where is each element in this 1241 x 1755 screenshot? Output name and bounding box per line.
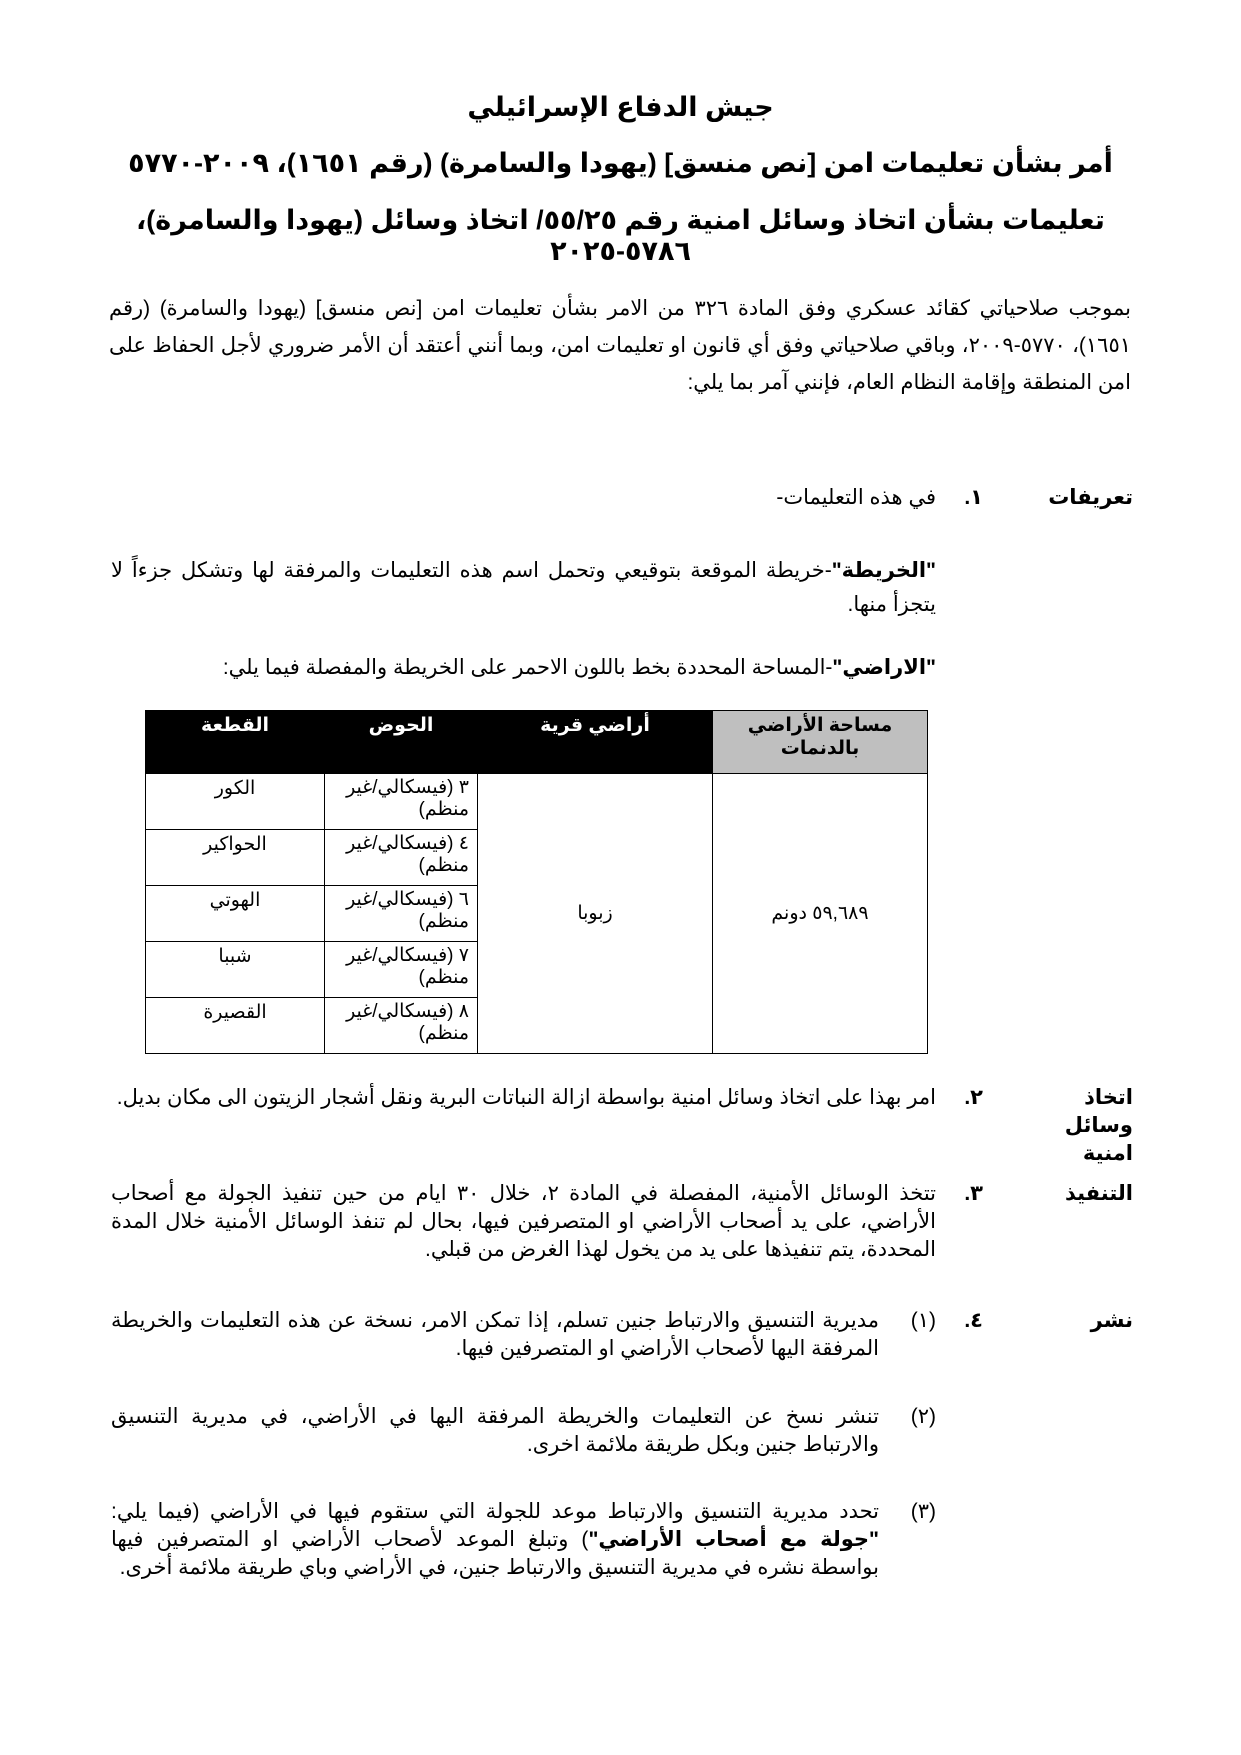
table-row xyxy=(146,774,928,830)
definition-map-text: -خريطة الموقعة بتوقيعي وتحمل اسم هذه التعليمات والمرفقة لها وتشكل جزءاً لا يتجزأ منها. xyxy=(111,559,936,616)
document-title: جيش الدفاع الإسرائيلي xyxy=(467,92,774,122)
section-4-item-3-number: (٣) xyxy=(910,1500,936,1523)
section-1-heading: تعريفات xyxy=(1048,486,1133,509)
instructions-title: تعليمات بشأن اتخاذ وسائل امنية رقم ٥٥/٢٥/ اتخاذ وسائل (يهودا والسامرة)، ٥٧٨٦-٢٠٢٥ xyxy=(136,205,1105,266)
section-4-number: ٤. xyxy=(964,1309,983,1332)
order-title: أمر بشأن تعليمات امن [نص منسق] (يهودا والسامرة) (رقم ١٦٥١)، ٢٠٠٩-٥٧٧٠ xyxy=(128,148,1113,178)
section-1-number: ١. xyxy=(964,486,983,509)
cell-parcel: الهوتي xyxy=(146,886,325,942)
item-3-text-after: ) وتبلغ الموعد لأصحاب الأراضي او المتصرفين فيها بواسطة نشره في مديرية التنسيق والارتباط جنين، في الأراضي وباي طريقة ملائمة أخرى. xyxy=(111,1528,879,1579)
item-3-text-before: تحدد مديرية التنسيق والارتباط موعد للجولة التي ستقوم فيها في الأراضي (فيما يلي: xyxy=(111,1500,879,1523)
section-4-item-2-text: تنشر نسخ عن التعليمات والخريطة المرفقة اليها في الأراضي، في مديرية التنسيق والارتباط جنين وبكل طريقة ملائمة اخرى. xyxy=(111,1405,879,1456)
header-basin: الحوض xyxy=(325,711,478,774)
section-3-heading: التنفيذ xyxy=(1064,1182,1133,1205)
section-4-item-3-text xyxy=(111,1498,879,1582)
section-2-heading: اتخاذ وسائل امنية xyxy=(1064,1086,1133,1165)
definition-lands xyxy=(111,651,936,685)
term-lands: "الاراضي" xyxy=(832,656,936,679)
cell-basin: ٤ (فيسكالي/غير منظم) xyxy=(325,830,478,886)
section-2-text: امر بهذا على اتخاذ وسائل امنية بواسطة ازالة النباتات البرية ونقل أشجار الزيتون الى مكان بديل. xyxy=(116,1086,936,1109)
section-4-item-1-text: مديرية التنسيق والارتباط جنين تسلم، إذا تمكن الامر، نسخة عن هذه التعليمات والخريطة المرفقة اليها لأصحاب الأراضي او المتصرفين فيها. xyxy=(111,1309,879,1360)
header-area: مساحة الأراضي بالدنمات xyxy=(713,711,928,774)
header-parcel: القطعة xyxy=(146,711,325,774)
cell-parcel: الكور xyxy=(146,774,325,830)
section-3-number: ٣. xyxy=(964,1182,983,1205)
cell-basin: ٦ (فيسكالي/غير منظم) xyxy=(325,886,478,942)
cell-basin: ٣ (فيسكالي/غير منظم) xyxy=(325,774,478,830)
definition-map xyxy=(111,554,936,622)
section-4-heading: نشر xyxy=(1090,1309,1133,1332)
term-map: "الخريطة" xyxy=(831,559,936,582)
cell-village: زبوبا xyxy=(478,774,713,1054)
header-village: أراضي قرية xyxy=(478,711,713,774)
definition-lands-text: -المساحة المحددة بخط باللون الاحمر على الخريطة والمفصلة فيما يلي: xyxy=(222,656,833,679)
section-3-text: تتخذ الوسائل الأمنية، المفصلة في المادة ٢، خلال ٣٠ ايام من حين تنفيذ الجولة مع أصحاب الأراضي، على يد أصحاب الأراضي او المتصرفين فيها، بحال لم تنفذ الوسائل الأمنية خلال المدة المحددة، يتم تنفيذها على يد من يخول لهذا الغرض من قبلي. xyxy=(111,1182,937,1261)
section-1-intro: في هذه التعليمات- xyxy=(776,486,936,509)
cell-basin: ٨ (فيسكالي/غير منظم) xyxy=(325,998,478,1054)
preamble-paragraph: بموجب صلاحياتي كقائد عسكري وفق المادة ٣٢٦ من الامر بشأن تعليمات امن [نص منسق] (يهودا والسامرة) (رقم ١٦٥١)، ٥٧٧٠-٢٠٠٩، وباقي صلاحياتي وفق أي قانون او تعليمات امن، وبما أنني أعتقد أن الأمر ضروري لأجل الحفاظ على امن المنطقة وإقامة النظام العام، فإنني آمر بما يلي: xyxy=(109,297,1132,394)
cell-parcel: الحواكير xyxy=(146,830,325,886)
cell-basin: ٧ (فيسكالي/غير منظم) xyxy=(325,942,478,998)
section-4-item-2-number: (٢) xyxy=(910,1405,936,1428)
table-header-row xyxy=(146,711,928,774)
term-tour: "جولة مع أصحاب الأراضي" xyxy=(588,1528,880,1551)
lands-table xyxy=(145,710,928,1054)
cell-parcel: شببا xyxy=(146,942,325,998)
cell-parcel: القصيرة xyxy=(146,998,325,1054)
section-4-item-1-number: (١) xyxy=(910,1309,936,1332)
cell-area: ٥٩,٦٨٩ دونم xyxy=(713,774,928,1054)
section-2-number: ٢. xyxy=(964,1086,983,1109)
